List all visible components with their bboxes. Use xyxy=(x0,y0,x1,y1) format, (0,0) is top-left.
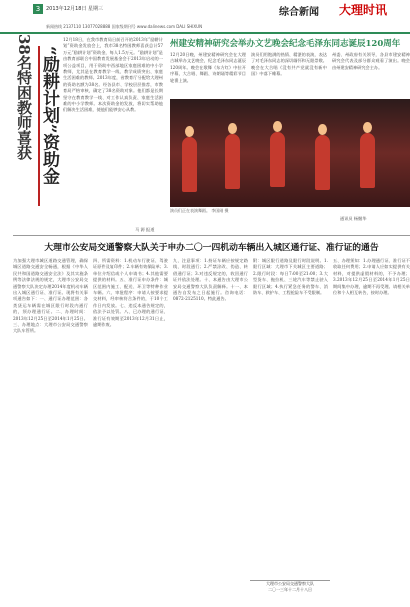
page-number: 3 xyxy=(33,4,43,14)
dateline: 2013年12月18日 星期三 xyxy=(46,6,104,12)
feature-headline: 州建安精神研究会举办文艺晚会纪念毛泽东同志诞辰120周年 xyxy=(170,39,401,49)
dancer-figure xyxy=(315,135,330,190)
notice-col-3: 九、注意事项：1.持证车辆应按规定路线、时段通行；2.严禁涂改、伪造、转借通行证；3.对违反规定的，收回通行证并依法处理。十、本通告由大理市公安局交通警察大队负责解释。十一、本通告自发布之日起施行。咨询电话：0872-2125110。特此通告。 xyxy=(173,258,248,302)
notice-signature-block xyxy=(250,580,330,600)
lead-vertical-title: 38名特困教师喜获 xyxy=(15,34,33,160)
lead-article-body: 12月18日，在我市教育局日前召开的2013年“励耕计划”资助金发放会上，我市38名特困教师喜获总计57万元“励耕计划”资助金，每人1.5万元。“励耕计划”是由教育部联合中国教育发展基金会于2013年启动的一项公益项目，用于资助中西部地区家庭困难的中小学教师，尤其是在教育教学一线、教学成绩突出、家庭生活困难的教师。2013年度，省教育厅分配给大理州的资助名额为38名。经各县市、学校层层推荐，市教育局严格审核，确定了38名资助对象。他们都是长期坚守在教育教学一线、对工作认真负责、家庭生活困难的中小学教师。本次资助金的发放，将切实帮助他们解决生活困难，使他们能够安心从教。 xyxy=(63,37,163,113)
section-title: 综合新闻 xyxy=(279,7,319,18)
notice-col-2: 四、所需资料：1.机动车行驶证、驾驶证原件及复印件；2.车辆有效保险单；3.单位介绍信或个人申请书；4.其他需要提供的材料。五、准行证申办条件：城区范围内施工、配送、环卫等特种作业车辆。六、审批程序：申请人按要求提交材料，经审核符合条件的，于10个工作日内发放。七、违反本通告规定的，依法予以处罚。八、已办理的通行证、准行证有效期至2013年12月31日止，逾期作废。 xyxy=(93,258,168,328)
dancer-figure xyxy=(360,133,375,188)
feature-col-2: 演员们用饱满的热情、精湛的表演，表达了对毛泽东同志的深切缅怀和无限崇敬。晚会在大合唱《没有共产党就没有新中国》中落下帷幕。 xyxy=(251,52,327,77)
dancer-figure xyxy=(182,137,197,192)
feature-reporter: 通讯员 杨继华 xyxy=(340,216,367,221)
notice-signature: 大理市公安局交通警察大队 xyxy=(266,581,314,586)
section-divider xyxy=(13,235,410,236)
notice-col-1: 为加强大理市城区道路交通管理，确保城区道路交通安全畅通，根据《中华人民共和国道路交通安全法》及其实施条例等法律法规的规定，大理市公安局交通警察大队决定办理2014年度机动车辆出入城区通行证、准行证。现将有关事项通告如下：一、通行证办理范围：各类货运车辆需在城区限行时段内通行的，须办理通行证。二、办理时间：2013年12月25日至2014年1月25日。三、办理地点：大理市公安局交通警察大队车管所。 xyxy=(13,258,88,334)
photo-caption: 演员们正在表演舞蹈。 李国刚 摄 xyxy=(170,208,229,213)
dancer-figure xyxy=(270,132,285,187)
masthead-info: 新闻热线 2137110 13077028888 国家级期刊号 www.dalinews.com DALI SHIXUN xyxy=(46,24,203,29)
feature-col-3: 州委、州政府有关领导，各县市建安精神研究会代表及部分群众观看了演出。晚会由州建安精神研究会主办。 xyxy=(332,52,410,70)
brand-logo: 大理时讯 xyxy=(339,3,388,17)
notice-date: 二〇一三年十二月十八日 xyxy=(268,587,312,592)
lead-vertical-subtitle: “励耕计划”资助金 xyxy=(38,46,58,206)
notice-col-4: 附：城区限行道路及限行时段说明。1.限行区域：大理市下关城区主要道路；2.限行时段：每日7:00至21:00；3.大型货车、拖拉机、三轮汽车等禁止驶入限行区域；4.执行紧急任务的警车、消防车、救护车、工程抢险车不受限制。 xyxy=(253,258,328,296)
dancer-figure xyxy=(225,134,240,189)
performance-photo xyxy=(170,99,410,207)
feature-col-1: 12月20日晚，州建安精神研究会在大理古城举办文艺晚会，纪念毛泽东同志诞辰120周年。晚会在歌舞《东方红》中拉开序幕，大合唱、舞蹈、诗朗诵等精彩节目轮番上演。 xyxy=(170,52,246,83)
lead-author: 马 源 报道 xyxy=(135,227,155,232)
notice-title: 大理市公安局交通警察大队关于申办二〇一四机动车辆出入城区通行证、准行证的通告 xyxy=(44,243,379,253)
notice-col-5: 五、办理须知：1.办理通行证、准行证不收取任何费用；2.申请人应如实提供有关材料，对提供虚假材料的，不予办理；3.2013年12月25日至2014年1月25日期间集中办理，逾期不再受理。请相关单位和个人相互转告，按时办理。 xyxy=(333,258,410,296)
